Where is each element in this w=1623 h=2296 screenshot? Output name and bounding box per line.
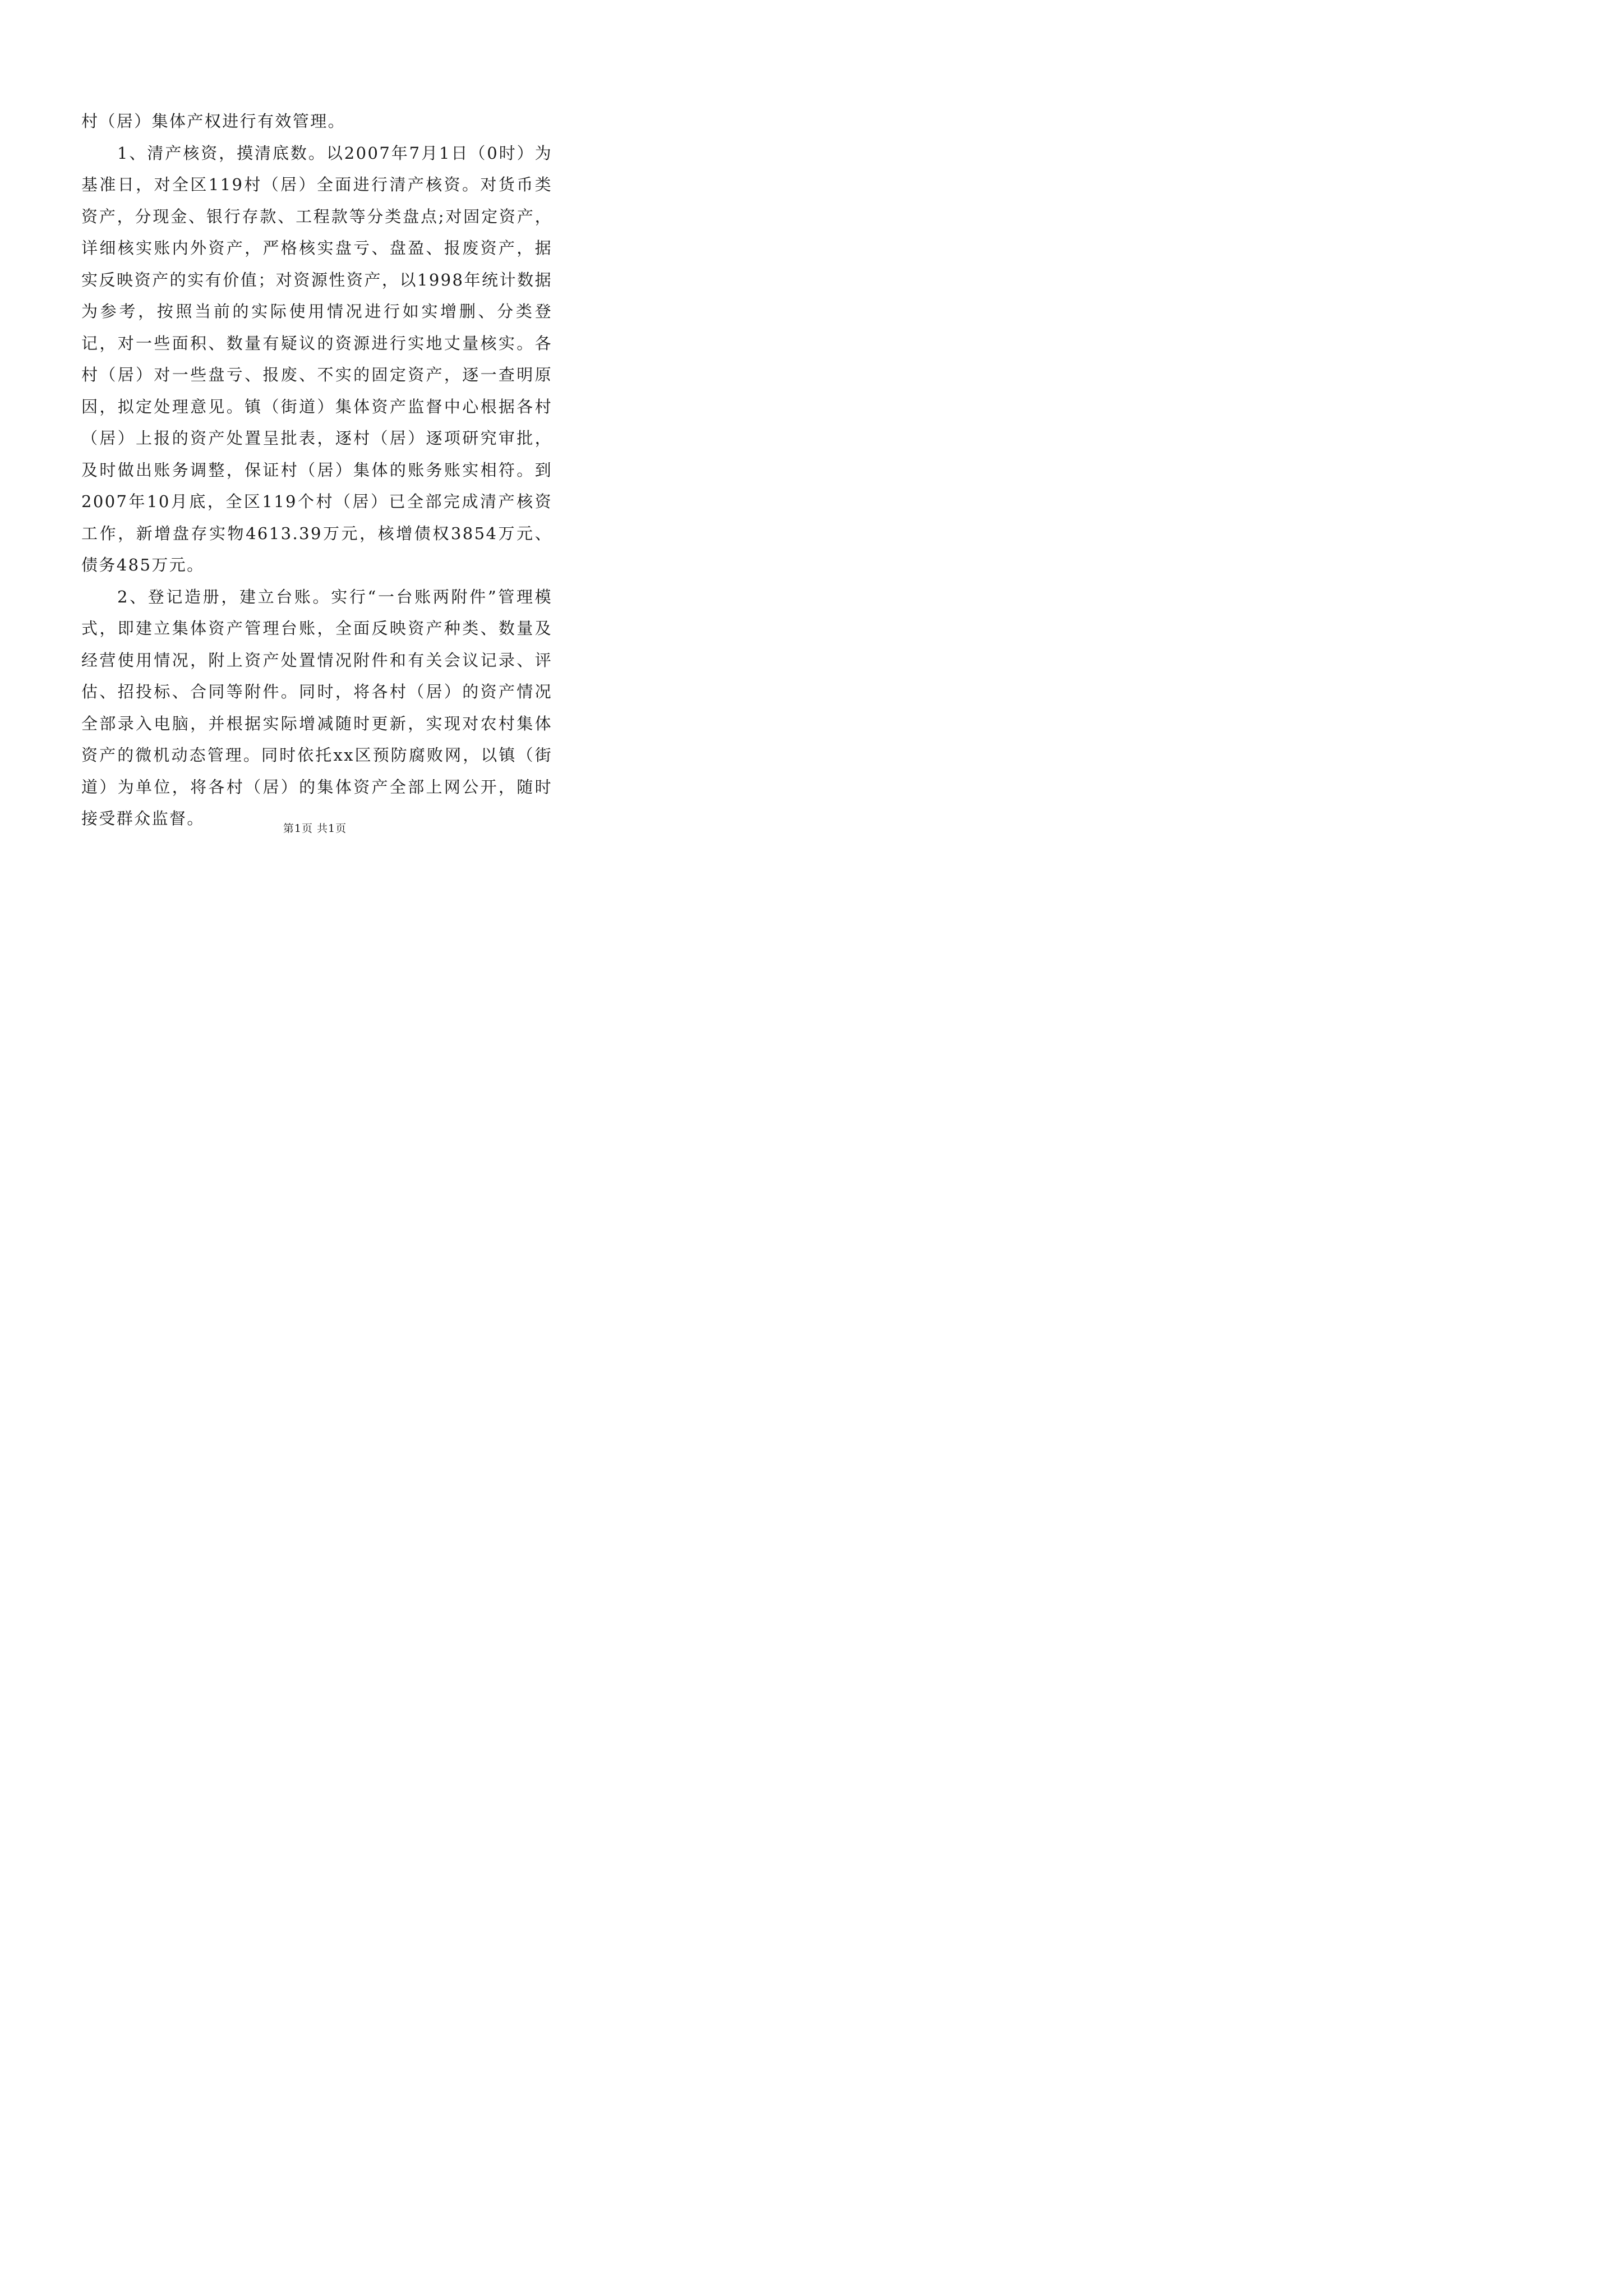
document-body [81, 105, 552, 835]
document-page [0, 0, 630, 890]
paragraph-continuation: 村（居）集体产权进行有效管理。 [81, 112, 346, 131]
page-number-footer: 第1页 共1页 [283, 822, 347, 835]
paragraph-asset-verification: 1、清产核资，摸清底数。以2007年7月1日（0时）为基准日，对全区119村（居）全面进行清产核资。对货币类资产，分现金、银行存款、工程款等分类盘点;对固定资产，详细核实账内外资产，严格核实盘亏、盘盈、报废资产，据实反映资产的实有价值；对资源性资产，以1998年统计数据为参考，按照当前的实际使用情况进行如实增删、分类登记，对一些面积、数量有疑议的资源进行实地丈量核实。各村（居）对一些盘亏、报废、不实的固定资产，逐一查明原因，拟定处理意见。镇（街道）集体资产监督中心根据各村（居）上报的资产处置呈批表，逐村（居）逐项研究审批，及时做出账务调整，保证村（居）集体的账务账实相符。到2007年10月底，全区119个村（居）已全部完成清产核资工作，新增盘存实物4613.39万元，核增债权3854万元、债务485万元。 [81, 143, 553, 574]
paragraph-ledger-registration: 2、登记造册，建立台账。实行“一台账两附件”管理模式，即建立集体资产管理台账，全面反映资产种类、数量及经营使用情况，附上资产处置情况附件和有关会议记录、评估、招投标、合同等附件。同时，将各村（居）的资产情况全部录入电脑，并根据实际增减随时更新，实现对农村集体资产的微机动态管理。同时依托xx区预防腐败网，以镇（街道）为单位，将各村（居）的集体资产全部上网公开，随时接受群众监督。 [81, 587, 552, 828]
